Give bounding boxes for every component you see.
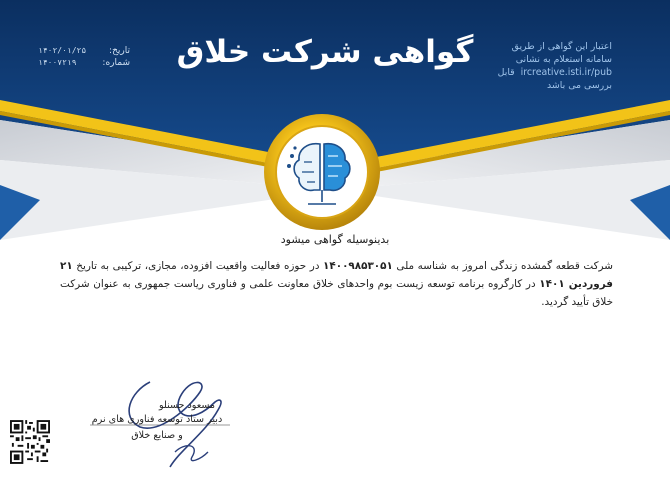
verification-note (482, 40, 612, 92)
certificate-title: گواهی شرکت خلاق (176, 34, 474, 70)
intro-text: بدینوسیله گواهی میشود (280, 233, 390, 246)
brain-badge-icon (262, 112, 382, 232)
date-value: ۱۴۰۲/۰۱/۲۵ (38, 46, 87, 55)
qr-code-icon (10, 420, 50, 464)
number-label: شماره: (102, 58, 130, 68)
verify-line-2: سامانه استعلام به نشانی (515, 54, 612, 65)
body-part-1: شرکت قطعه گمشده زندگی امروز به شناسه ملی (392, 260, 613, 272)
verify-line-3: قابل (497, 67, 515, 78)
verify-url[interactable]: ircreative.isti.ir/pub (520, 67, 612, 78)
date-number-block (38, 46, 130, 80)
signatory-block (72, 400, 242, 443)
number-value: ۱۴۰۰۷۲۱۹ (38, 58, 77, 67)
signatory-name: مسعود حسنلو (158, 400, 216, 411)
signatory-role-2: و صنایع خلاق (131, 430, 183, 441)
certificate-body (60, 257, 613, 311)
date-label: تاریخ: (109, 46, 130, 56)
body-part-3: در کارگروه برنامه توسعه زیست بوم واحدهای خلاق معاونت علمی و فناوری ریاست جمهوری به عنوان شرکت خلاق تأیید گردید. (60, 278, 613, 308)
verify-line-1: اعتبار این گواهی از طریق (511, 41, 612, 52)
verify-line-4: بررسی می باشد (546, 80, 612, 91)
registration-date: ۲۱ فروردین ۱۴۰۱ (60, 260, 613, 290)
national-id: ۱۴۰۰۹۸۵۳۰۵۱ (323, 260, 393, 272)
signatory-role-1: دبیر ستاد توسعه فناوری های نرم (91, 414, 223, 425)
body-part-2: در حوزه فعالیت واقعیت افزوده، مجازی، ترکیبی به تاریخ (72, 260, 324, 272)
